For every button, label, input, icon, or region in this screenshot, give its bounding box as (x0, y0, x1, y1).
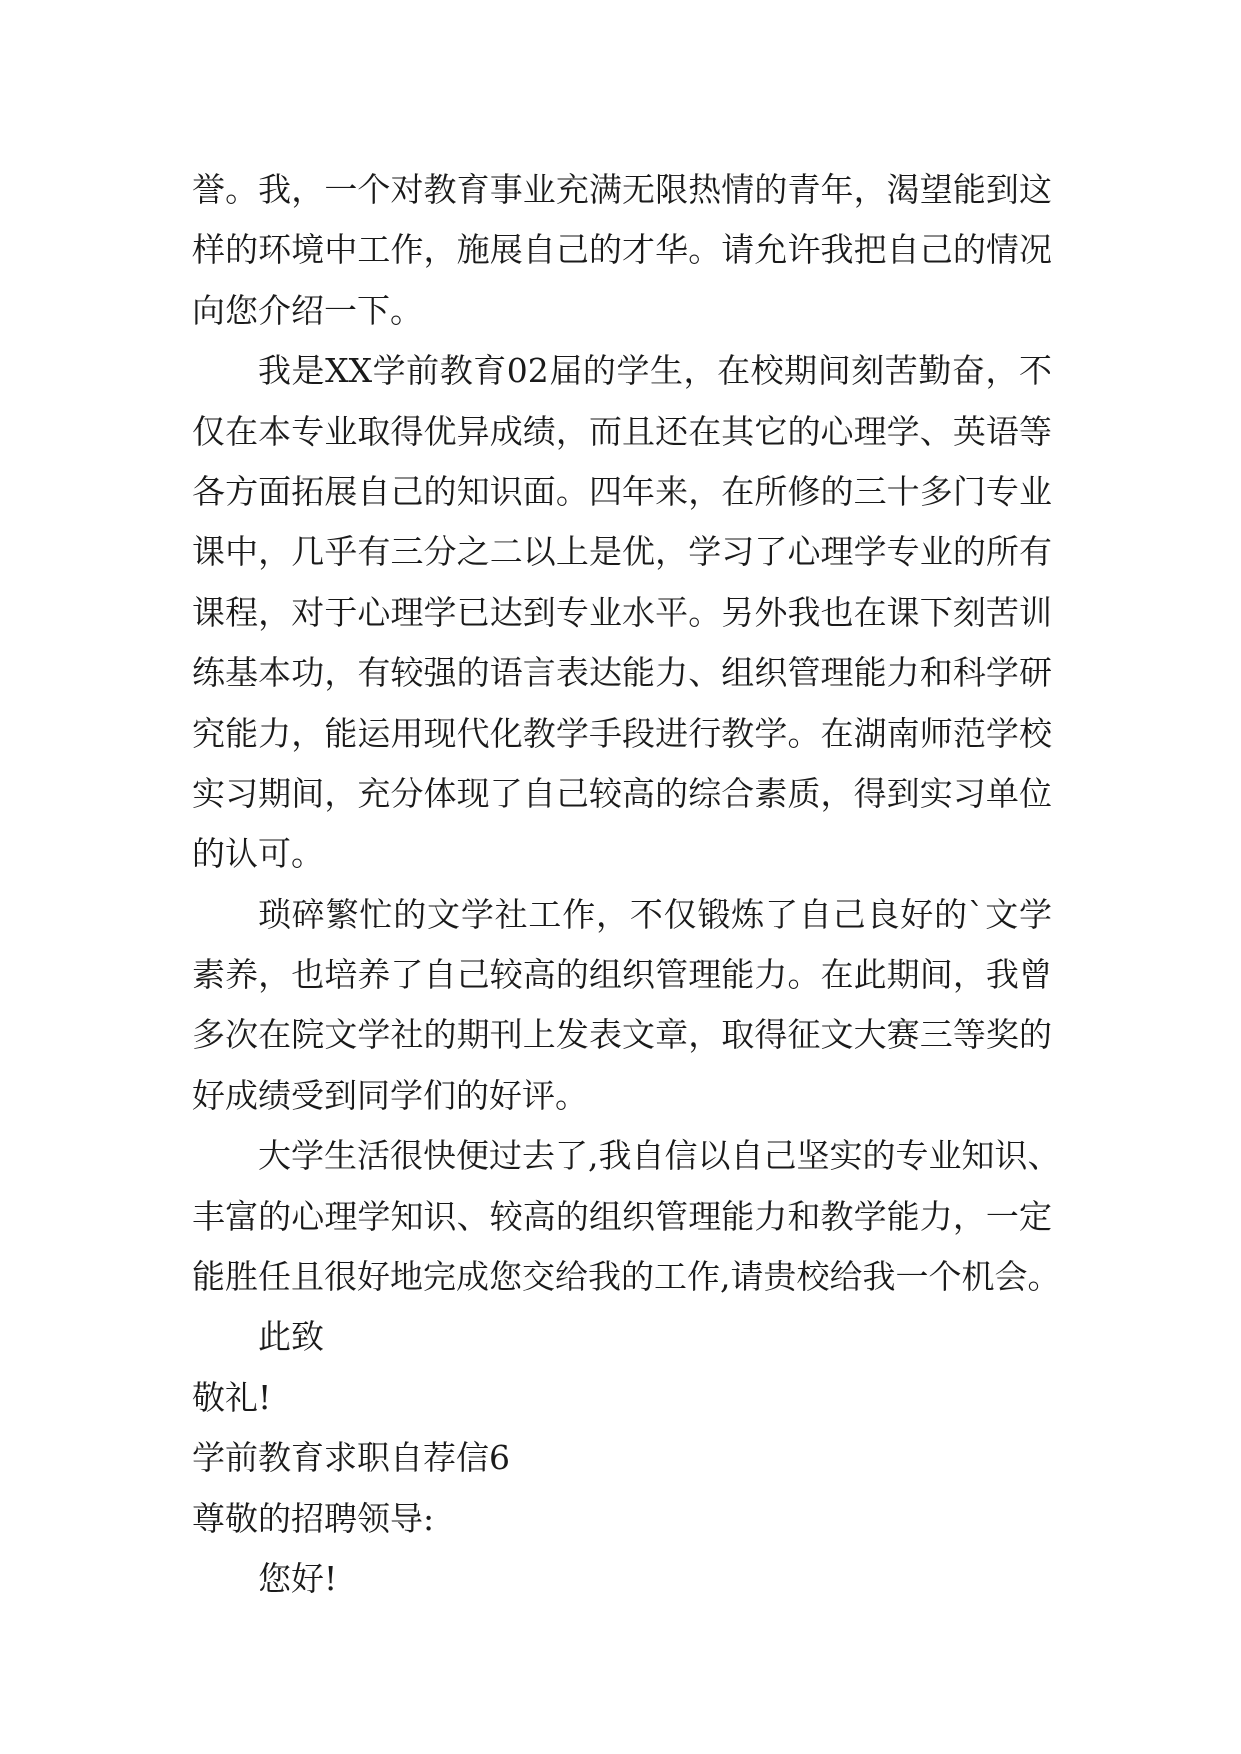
text-line: 琐碎繁忙的文学社工作，不仅锻炼了自己良好的`文学 (258, 894, 1052, 934)
text-line: 您好! (258, 1558, 338, 1598)
text-line: 我是XX学前教育02届的学生，在校期间刻苦勤奋，不 (258, 351, 1052, 391)
text-line: 此致 (258, 1317, 324, 1357)
text-line: 向您介绍一下。 (192, 290, 423, 330)
text-line: 誉。我，一个对教育事业充满无限热情的青年，渴望能到这 (192, 170, 1052, 209)
letter-body (192, 160, 1061, 1609)
text-line: 课中，几乎有三分之二以上是优，学习了心理学专业的所有 (192, 532, 1052, 572)
text-line: 样的环境中工作，施展自己的才华。请允许我把自己的情况 (192, 230, 1052, 270)
text-line: 仅在本专业取得优异成绩，而且还在其它的心理学、英语等 (192, 411, 1052, 451)
text-line: 的认可。 (192, 834, 324, 874)
text-line: 大学生活很快便过去了,我自信以自己坚实的专业知识、 (258, 1136, 1061, 1176)
text-line: 尊敬的招聘领导: (192, 1498, 435, 1538)
text-line: 实习期间，充分体现了自己较高的综合素质，得到实习单位 (192, 773, 1052, 813)
text-line: 丰富的心理学知识、较高的组织管理能力和教学能力，一定 (192, 1196, 1052, 1236)
text-line: 多次在院文学社的期刊上发表文章，取得征文大赛三等奖的 (192, 1015, 1052, 1055)
text-line: 各方面拓展自己的知识面。四年来，在所修的三十多门专业 (192, 471, 1052, 511)
text-line: 好成绩受到同学们的好评。 (192, 1075, 588, 1115)
text-line: 学前教育求职自荐信6 (192, 1438, 510, 1478)
text-line: 练基本功，有较强的语言表达能力、组织管理能力和科学研 (192, 653, 1052, 693)
text-line: 究能力，能运用现代化教学手段进行教学。在湖南师范学校 (192, 713, 1052, 753)
text-line: 敬礼! (192, 1377, 272, 1417)
text-line: 课程，对于心理学已达到专业水平。另外我也在课下刻苦训 (192, 592, 1052, 632)
text-line: 能胜任且很好地完成您交给我的工作,请贵校给我一个机会。 (192, 1257, 1061, 1297)
text-line: 素养，也培养了自己较高的组织管理能力。在此期间，我曾 (192, 955, 1052, 995)
